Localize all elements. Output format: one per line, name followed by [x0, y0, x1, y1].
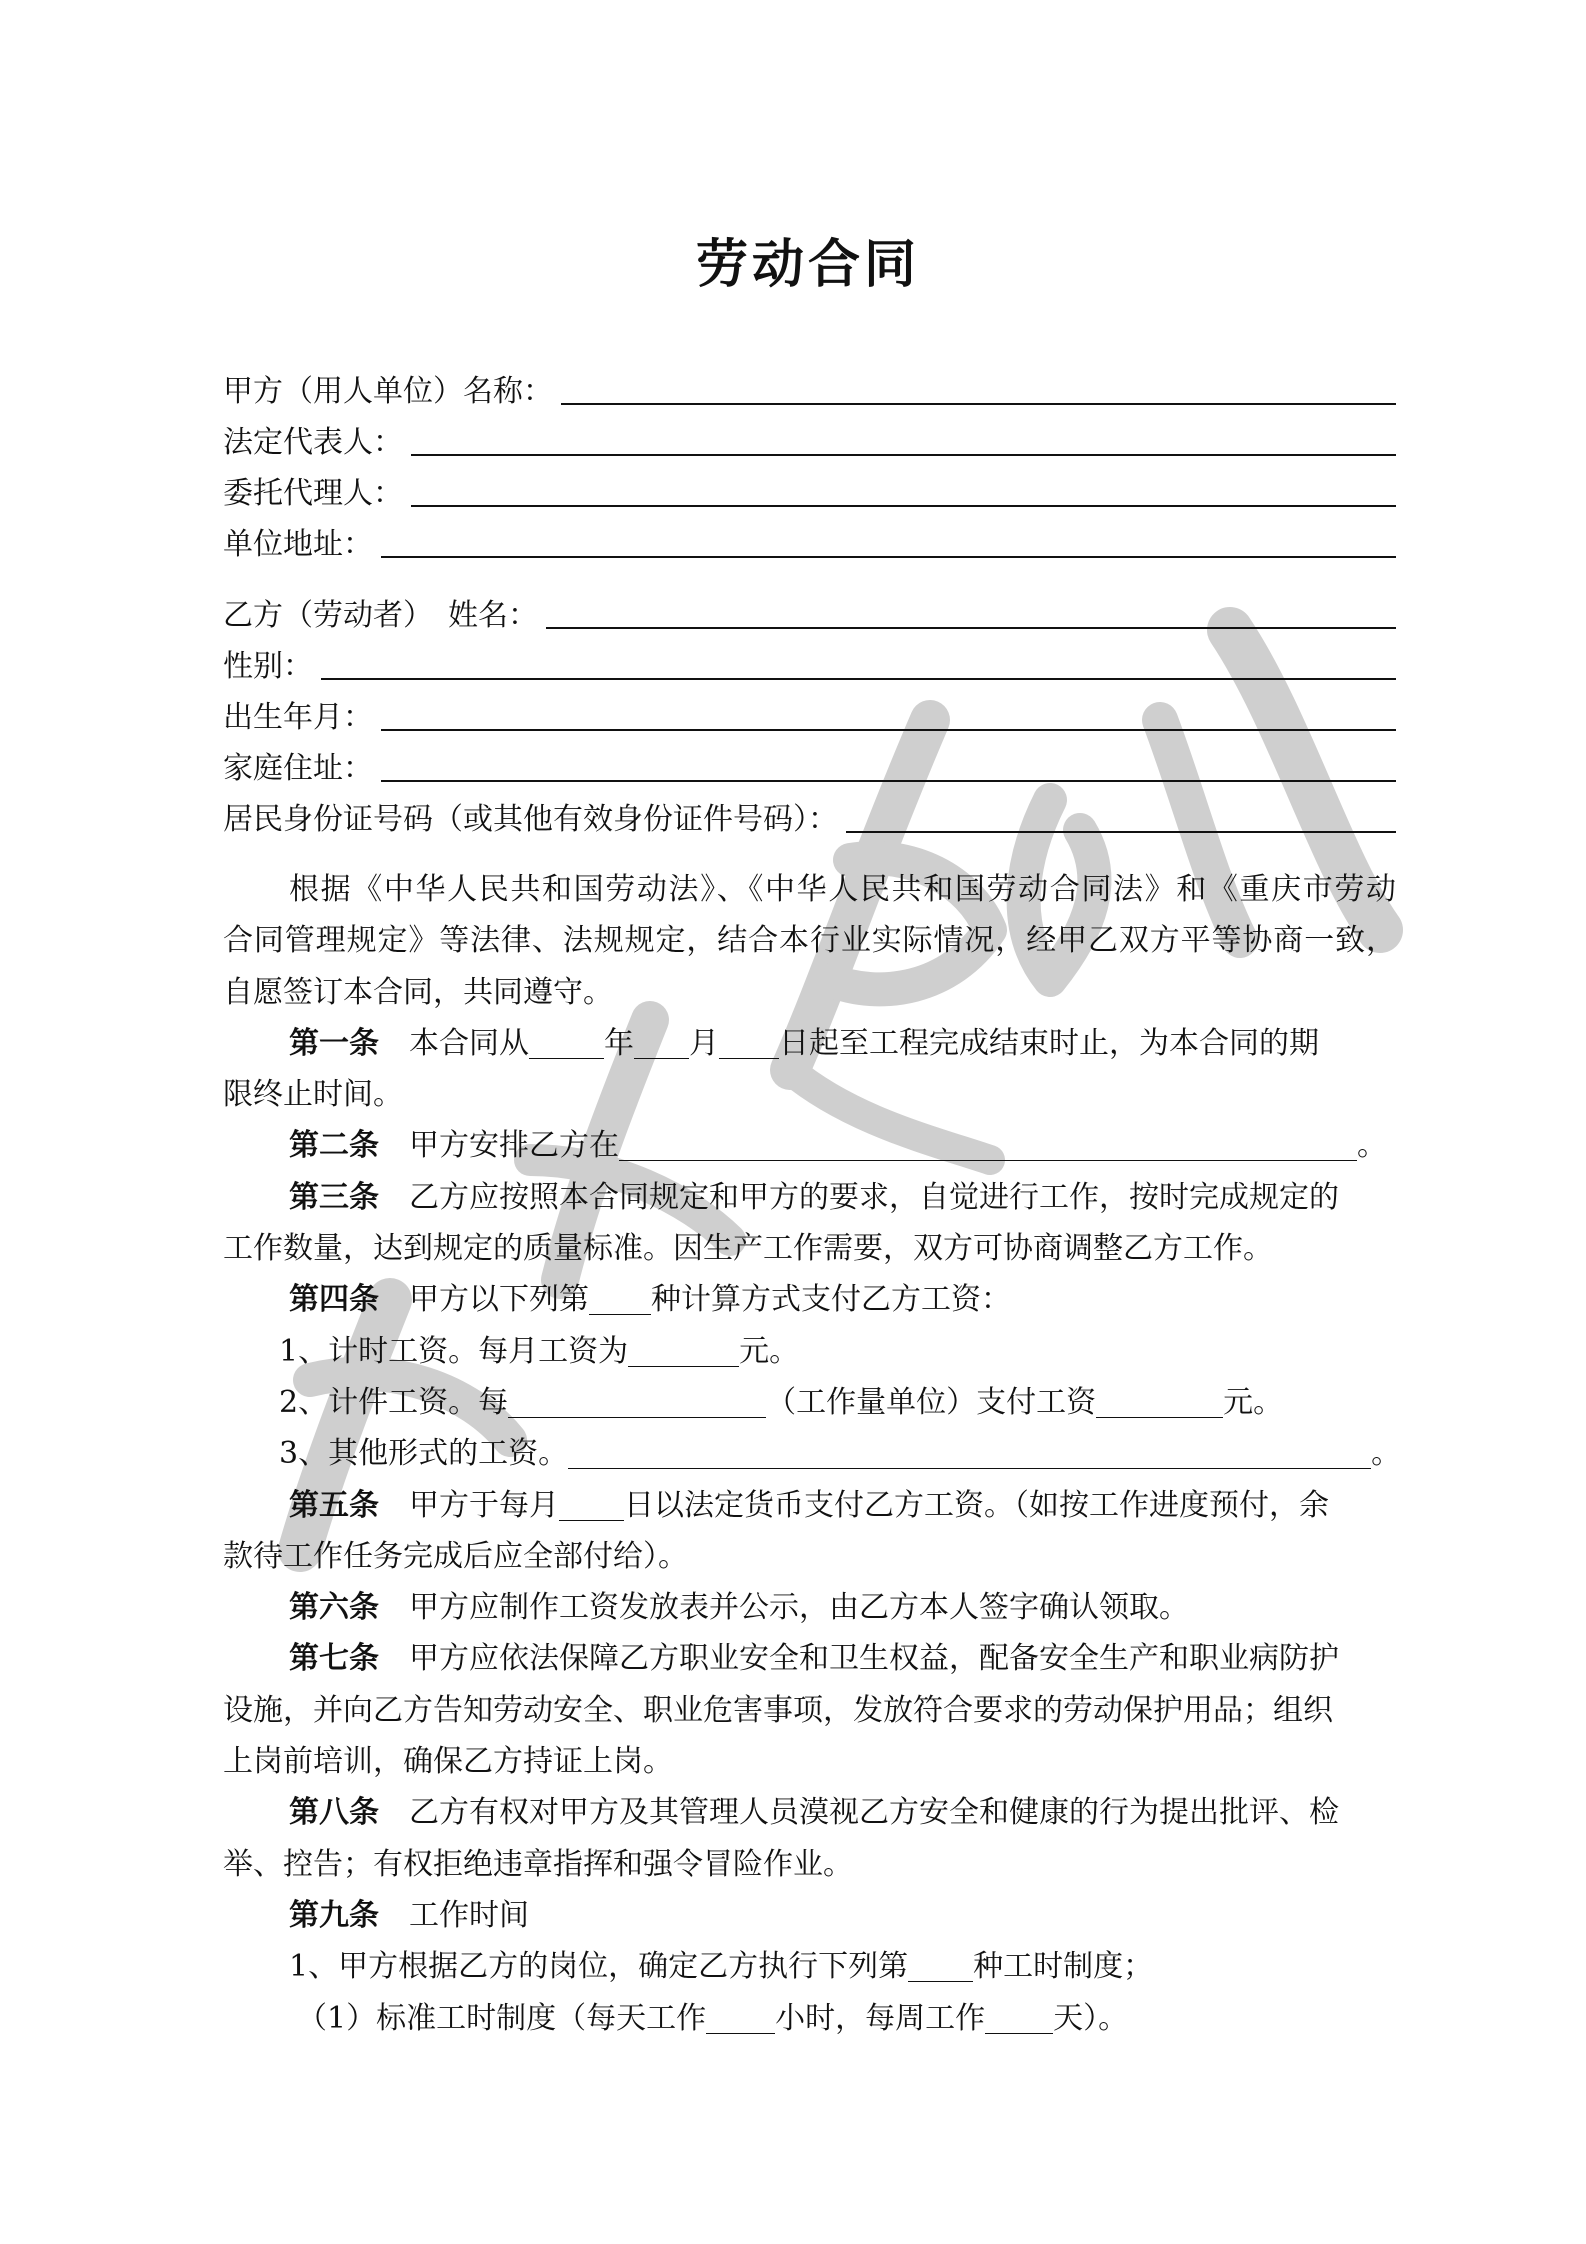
year-blank[interactable] [529, 1024, 604, 1059]
article-title: 第二条 [289, 1128, 379, 1164]
preamble-line: 合同管理规定》等法律、法规规定，结合本行业实际情况，经甲乙双方平等协商一致， [223, 923, 1396, 959]
article-1 [223, 1018, 1396, 1069]
text: 。 [1357, 1128, 1387, 1164]
article-4-item-2 [223, 1377, 1396, 1428]
method-blank[interactable] [589, 1280, 651, 1315]
monthly-wage-blank[interactable] [628, 1332, 739, 1367]
gender-field[interactable] [223, 641, 1396, 692]
article-3-cont: 工作数量，达到规定的质量标准。因生产工作需要，双方可协商调整乙方工作。 [223, 1231, 1273, 1267]
article-7 [223, 1633, 1396, 1684]
article-7-cont: 上岗前培训，确保乙方持证上岗。 [223, 1744, 673, 1780]
article-5-cont: 款待工作任务完成后应全部付给）。 [223, 1538, 688, 1574]
text: 天）。 [1053, 2000, 1129, 2036]
article-2 [223, 1120, 1396, 1171]
field-label: 甲方（用人单位）名称： [223, 374, 553, 409]
article-title: 第九条 [289, 1897, 379, 1933]
text: （1）标准工时制度（每天工作 [297, 2000, 707, 2036]
article-title: 第五条 [289, 1487, 379, 1523]
blank-line[interactable] [546, 627, 1396, 629]
field-label: 性别： [223, 649, 313, 684]
preamble-line: 自愿签订本合同，共同遵守。 [223, 974, 613, 1010]
blank-line[interactable] [411, 505, 1396, 507]
article-3 [223, 1172, 1396, 1223]
text: 1、计时工资。每月工资为 [279, 1333, 629, 1369]
blank-line[interactable] [381, 556, 1396, 558]
party-b-section [223, 590, 1396, 845]
field-label: 出生年月： [223, 700, 373, 735]
daily-hours-blank[interactable] [706, 1999, 775, 2034]
preamble-line: 根据《中华人民共和国劳动法》、《中华人民共和国劳动合同法》和《重庆市劳动 [289, 872, 1396, 907]
text: 。 [1371, 1436, 1402, 1472]
text: 1、甲方根据乙方的岗位，确定乙方执行下列第 [289, 1949, 909, 1985]
article-title: 第八条 [289, 1795, 379, 1831]
field-label: 家庭住址： [223, 751, 373, 786]
article-1-cont: 限终止时间。 [223, 1077, 403, 1113]
blank-line[interactable] [561, 403, 1396, 405]
blank-line[interactable] [321, 678, 1396, 680]
article-title: 第四条 [289, 1282, 379, 1318]
id-number-field[interactable] [223, 794, 1396, 845]
text: 甲方应依法保障乙方职业安全和卫生权益，配备安全生产和职业病防护 [409, 1641, 1339, 1677]
text: 甲方以下列第 [409, 1282, 589, 1318]
contract-body [223, 366, 1402, 2044]
text: 种计算方式支付乙方工资： [651, 1282, 1011, 1318]
text: 乙方应按照本合同规定和甲方的要求，自觉进行工作，按时完成规定的 [409, 1179, 1339, 1215]
text: 甲方安排乙方在 [409, 1128, 619, 1164]
article-9-sub-1 [223, 1993, 1396, 2044]
article-4 [223, 1274, 1396, 1325]
blank-line[interactable] [411, 454, 1396, 456]
field-label: 法定代表人： [223, 425, 403, 460]
article-title: 第一条 [289, 1025, 379, 1061]
text: 乙方有权对甲方及其管理人员漠视乙方安全和健康的行为提出批评、检 [409, 1795, 1339, 1831]
article-7-cont: 设施，并向乙方告知劳动安全、职业危害事项，发放符合要求的劳动保护用品；组织 [223, 1692, 1333, 1728]
article-5 [223, 1480, 1396, 1531]
pay-day-blank[interactable] [559, 1486, 624, 1521]
article-title: 第三条 [289, 1179, 379, 1215]
blank-line[interactable] [846, 831, 1396, 833]
party-a-section [223, 366, 1396, 570]
home-address-field[interactable] [223, 743, 1396, 794]
weekly-days-blank[interactable] [985, 1999, 1053, 2034]
text: 种工时制度； [973, 1949, 1154, 1985]
work-unit-blank[interactable] [508, 1383, 766, 1418]
text: 3、其他形式的工资。 [279, 1436, 569, 1472]
legal-rep-field[interactable] [223, 417, 1396, 468]
field-label: 乙方（劳动者） 姓名： [223, 598, 538, 633]
company-address-field[interactable] [223, 519, 1396, 570]
blank-line[interactable] [381, 780, 1396, 782]
field-label: 居民身份证号码（或其他有效身份证件号码）： [223, 802, 838, 837]
text: 甲方于每月 [409, 1487, 559, 1523]
article-8 [223, 1787, 1396, 1838]
text: 日起至工程完成结束时止，为本合同的期 [779, 1025, 1319, 1061]
text: 甲方应制作工资发放表并公示，由乙方本人签字确认领取。 [409, 1590, 1189, 1626]
article-title: 第七条 [289, 1641, 379, 1677]
piece-wage-blank[interactable] [1096, 1383, 1223, 1418]
article-9-item-1 [223, 1941, 1396, 1992]
article-title: 第六条 [289, 1590, 379, 1626]
blank-line[interactable] [381, 729, 1396, 731]
text: 工作时间 [409, 1897, 529, 1933]
field-label: 委托代理人： [223, 476, 403, 511]
text: 年 [604, 1025, 634, 1061]
party-b-name-field[interactable] [223, 590, 1396, 641]
article-9 [223, 1890, 1396, 1941]
birth-field[interactable] [223, 692, 1396, 743]
page-title: 劳动合同 [695, 235, 920, 295]
month-blank[interactable] [634, 1024, 689, 1059]
text: 日以法定货币支付乙方工资。（如按工作进度预付，余 [624, 1487, 1329, 1523]
article-4-item-1 [223, 1326, 1396, 1377]
field-label: 单位地址： [223, 527, 373, 562]
agent-field[interactable] [223, 468, 1396, 519]
party-a-name-field[interactable] [223, 366, 1396, 417]
text: （工作量单位）支付工资 [766, 1384, 1097, 1420]
text: 2、计件工资。每 [279, 1384, 509, 1420]
hours-system-blank[interactable] [908, 1947, 973, 1982]
text: 小时，每周工作 [775, 2000, 986, 2036]
article-8-cont: 举、控告；有权拒绝违章指挥和强令冒险作业。 [223, 1846, 853, 1882]
text: 本合同从 [409, 1025, 529, 1061]
day-blank[interactable] [719, 1024, 779, 1059]
text: 月 [689, 1025, 719, 1061]
other-wage-blank[interactable] [568, 1434, 1371, 1469]
text: 元。 [739, 1333, 800, 1369]
text: 元。 [1223, 1384, 1284, 1420]
work-location-blank[interactable] [619, 1126, 1357, 1161]
article-4-item-3 [223, 1428, 1402, 1479]
article-6 [223, 1582, 1396, 1633]
